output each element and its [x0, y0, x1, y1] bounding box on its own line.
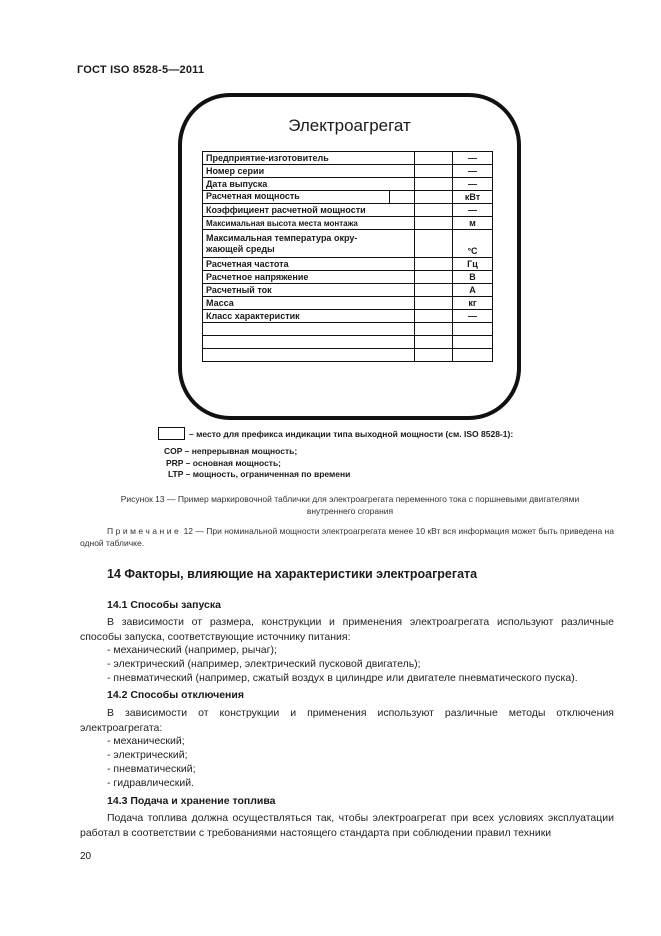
row-label: Класс характеристик	[203, 310, 415, 323]
document-header: ГОСТ ISO 8528-5—2011	[77, 64, 205, 76]
row-label: Расчетный ток	[203, 284, 415, 297]
row-label-line: жающей среды	[206, 243, 275, 254]
table-row	[203, 191, 493, 204]
unit-cell	[453, 349, 493, 362]
empty-cell	[203, 349, 415, 362]
empty-cell	[203, 323, 415, 336]
value-cell	[415, 258, 453, 271]
value-cell	[415, 336, 453, 349]
unit-cell: —	[453, 152, 493, 165]
unit-cell: —	[453, 165, 493, 178]
list-item: - пневматический;	[107, 763, 196, 775]
row-label: Коэффициент расчетной мощности	[203, 204, 415, 217]
row-label: Масса	[203, 297, 415, 310]
row-label-line: Максимальная температура окру-	[206, 232, 358, 243]
unit-cell: —	[453, 204, 493, 217]
unit-cell: В	[453, 271, 493, 284]
legend-box-text: – место для префикса индикации типа выходной мощности (см. ISO 8528-1):	[189, 429, 514, 439]
value-cell	[415, 165, 453, 178]
value-cell	[415, 191, 453, 204]
value-cell	[415, 349, 453, 362]
row-label: Расчетное напряжение	[203, 271, 415, 284]
value-cell	[415, 310, 453, 323]
table-row	[203, 336, 493, 349]
figure-caption	[80, 493, 620, 517]
table-row	[203, 323, 493, 336]
legend-prp: PRP – основная мощность;	[166, 458, 282, 468]
legend-cop: COP – непрерывная мощность;	[164, 446, 298, 456]
prefix-box	[389, 191, 414, 203]
list-item: - гидравлический.	[107, 777, 195, 789]
unit-cell: кг	[453, 297, 493, 310]
value-cell	[415, 284, 453, 297]
caption-line: внутреннего сгорания	[306, 506, 394, 516]
unit-cell: А	[453, 284, 493, 297]
value-cell	[415, 230, 453, 258]
table-row	[203, 310, 493, 323]
row-label: Расчетная мощность	[206, 191, 300, 201]
unit-cell: °С	[453, 230, 493, 258]
list-item: - электрический;	[107, 749, 188, 761]
empty-cell	[203, 336, 415, 349]
paragraph: В зависимости от размера, конструкции и применения электроагрегата используют различные способы запуска, соответствующие источнику питания:	[80, 616, 614, 643]
table-row	[203, 217, 493, 230]
unit-cell: кВт	[453, 191, 493, 204]
value-cell	[415, 271, 453, 284]
value-cell	[415, 178, 453, 191]
prefix-box-legend	[158, 427, 185, 440]
unit-cell	[453, 323, 493, 336]
row-label	[203, 230, 415, 258]
row-label: Расчетная частота	[203, 258, 415, 271]
subsection-heading: 14.3 Подача и хранение топлива	[107, 795, 276, 807]
table-row	[203, 284, 493, 297]
row-label: Максимальная высота места монтажа	[203, 217, 415, 230]
table-row	[203, 204, 493, 217]
section-heading: 14 Факторы, влияющие на характеристики электроагрегата	[107, 567, 478, 581]
list-item: - электрический (например, электрический пусковой двигатель);	[107, 658, 421, 670]
nameplate-title: Электроагрегат	[288, 116, 411, 135]
subsection-heading: 14.1 Способы запуска	[107, 599, 221, 611]
unit-cell	[453, 336, 493, 349]
row-label: Номер серии	[203, 165, 415, 178]
caption-line: Рисунок 13 — Пример маркировочной таблички для электроагрегата переменного тока с поршневыми двигателями	[120, 494, 580, 504]
table-row	[203, 165, 493, 178]
value-cell	[415, 204, 453, 217]
table-row	[203, 271, 493, 284]
row-label: Предприятие-изготовитель	[203, 152, 415, 165]
value-cell	[415, 297, 453, 310]
value-cell	[415, 152, 453, 165]
table-row	[203, 349, 493, 362]
list-item: - пневматический (например, сжатый воздух в цилиндре или двигателе пневматического пуска).	[107, 672, 578, 684]
unit-cell: —	[453, 310, 493, 323]
paragraph: В зависимости от конструкции и применения используют различные методы отключения электроагрегата:	[80, 707, 614, 734]
note-paragraph	[80, 525, 614, 549]
table-row	[203, 152, 493, 165]
paragraph: Подача топлива должна осуществляться так, чтобы электроагрегат при всех условиях эксплуатации работал в соответствии с требованиями настоящего стандарта при соблюдении правил техники	[80, 812, 614, 839]
list-item: - механический (например, рычаг);	[107, 644, 277, 656]
value-cell	[415, 217, 453, 230]
unit-cell: м	[453, 217, 493, 230]
subsection-heading: 14.2 Способы отключения	[107, 689, 244, 701]
row-label: Дата выпуска	[203, 178, 415, 191]
table-row	[203, 297, 493, 310]
unit-cell: —	[453, 178, 493, 191]
unit-cell: Гц	[453, 258, 493, 271]
page-number: 20	[80, 851, 92, 862]
legend-ltp: LTP – мощность, ограниченная по времени	[168, 469, 351, 479]
note-text: 12 — При номинальной мощности электроагрегата менее 10 кВт вся информация может быть приведена на одной табличке.	[80, 526, 614, 548]
value-cell	[415, 323, 453, 336]
note-label: Примечание	[107, 526, 182, 536]
list-item: - механический;	[107, 735, 185, 747]
nameplate-table	[202, 151, 493, 362]
table-row	[203, 258, 493, 271]
table-row	[203, 178, 493, 191]
row-label-cell	[203, 191, 415, 204]
table-row	[203, 230, 493, 258]
